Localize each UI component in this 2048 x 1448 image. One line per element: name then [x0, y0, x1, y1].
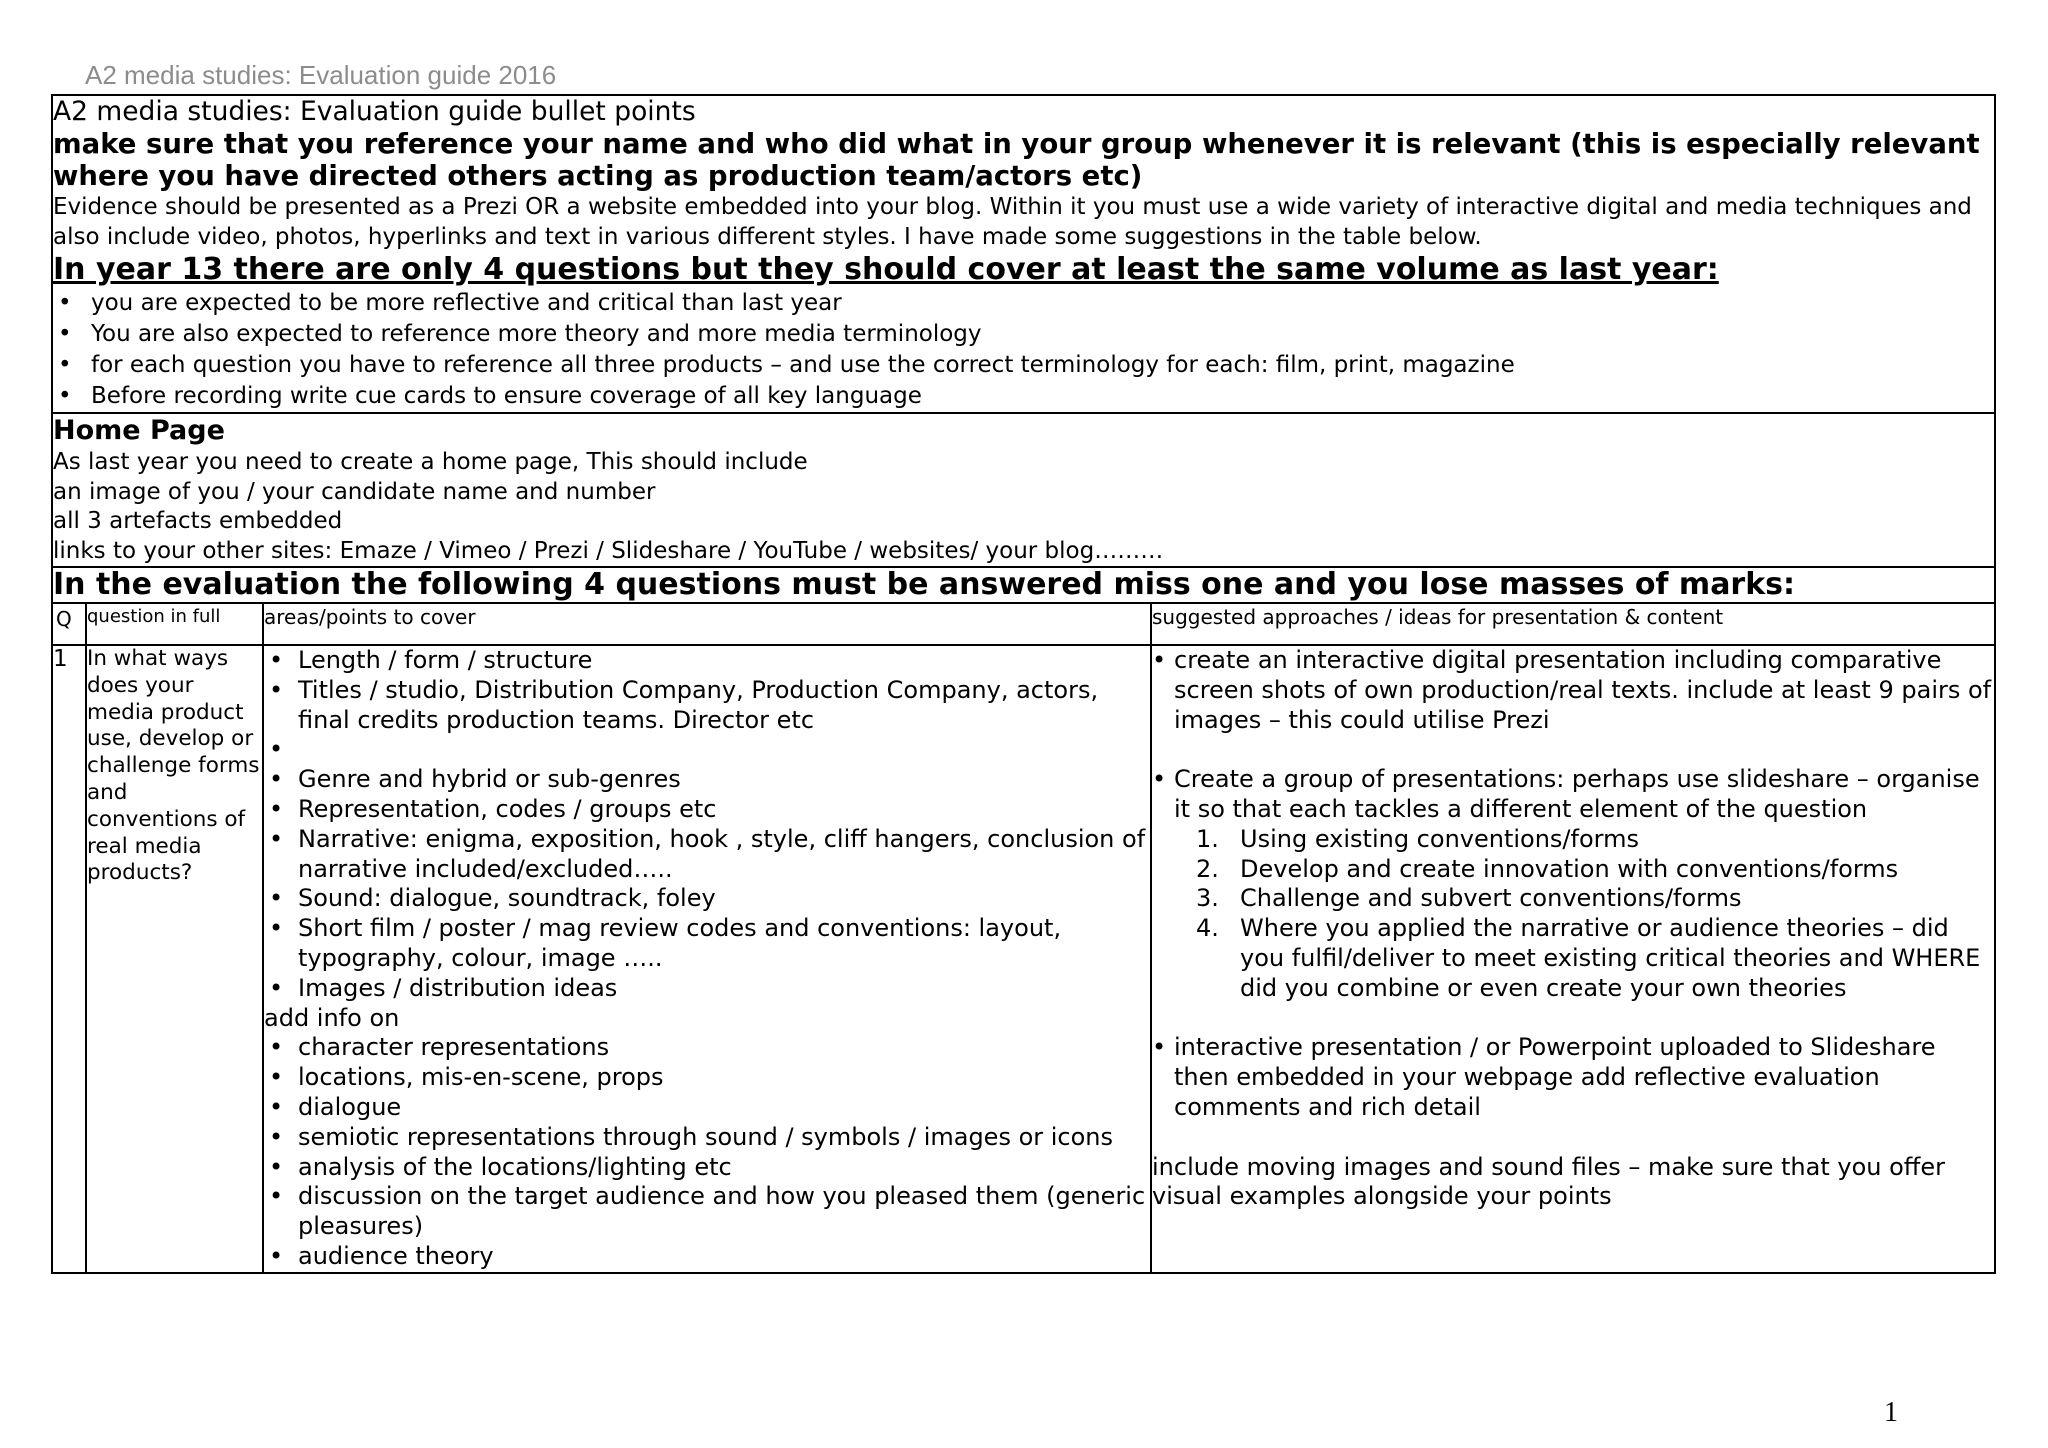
page-number: 1	[1884, 1397, 1898, 1428]
area-item: • character representations	[264, 1033, 1150, 1063]
header-approaches: suggested approaches / ideas for presentation & content	[1151, 603, 1995, 645]
approach-note: include moving images and sound files – make sure that you offer visual examples alongside your points	[1152, 1152, 1945, 1211]
area-item: • Narrative: enigma, exposition, hook , style, cliff hangers, conclusion of narrative included/excluded…..	[264, 825, 1150, 885]
step-text: Develop and create innovation with conventions/forms	[1240, 854, 1899, 883]
step-text: Using existing conventions/forms	[1240, 824, 1639, 853]
home-page-line: an image of you / your candidate name and number	[53, 478, 656, 505]
approach-step	[1152, 825, 1994, 855]
approach-step	[1152, 914, 1994, 1003]
approaches-cell	[1151, 645, 1995, 1273]
home-page-row	[52, 413, 1995, 567]
approach-item: • create an interactive digital presentation including comparative screen shots of own production/real texts. include at least 9 pairs of images – this could utilise Prezi	[1152, 646, 1994, 735]
step-number: 4.	[1196, 914, 1219, 943]
home-page-line: links to your other sites: Emaze / Vimeo / Prezi / Slideshare / YouTube / websites/ your blog………	[53, 537, 1164, 564]
page-header: A2 media studies: Evaluation guide 2016	[85, 60, 557, 90]
area-item: • discussion on the target audience and how you pleased them (generic pleasures)	[264, 1182, 1150, 1242]
guide-table	[51, 94, 1996, 1274]
areas-add-info: add info on	[264, 1003, 400, 1032]
intro-bullet: • for each question you have to reference all three products – and use the correct terminology for each: film, print, magazine	[53, 350, 1994, 381]
approach-step	[1152, 855, 1994, 885]
home-page-line: all 3 artefacts embedded	[53, 508, 343, 534]
home-page-title: Home Page	[53, 415, 225, 446]
spacer	[1152, 735, 1994, 765]
header-q: Q	[52, 603, 86, 645]
evidence-text: Evidence should be presented as a Prezi OR a website embedded into your blog. Within it you must use a wide variety of interactive digital and media techniques and also include video, photos, hyperlinks and text in various different styles. I have made some suggestions in the table below.	[53, 194, 1972, 250]
intro-title: A2 media studies: Evaluation guide bullet points	[53, 96, 696, 127]
approach-steps	[1152, 825, 1994, 1004]
spacer	[1152, 1123, 1994, 1153]
intro-cell	[52, 95, 1995, 413]
evaluation-heading-cell	[52, 567, 1995, 603]
areas-list-1	[264, 646, 1150, 1004]
area-item	[264, 735, 1150, 765]
evaluation-guide-document	[51, 94, 1994, 1274]
approach-list-2	[1152, 765, 1994, 825]
question-text: In what ways does your media product use, develop or challenge forms and conventions of real media products?	[86, 645, 263, 1273]
area-item: • semiotic representations through sound / symbols / images or icons	[264, 1123, 1150, 1153]
step-text: Where you applied the narrative or audience theories – did you fulfil/deliver to meet existing critical theories and WHERE did you combine or even create your own theories	[1240, 914, 1981, 1002]
step-number: 2.	[1196, 854, 1219, 883]
home-page-line: As last year you need to create a home page, This should include	[53, 449, 808, 475]
area-item: • Short film / poster / mag review codes and conventions: layout, typography, colour, image …..	[264, 914, 1150, 974]
evaluation-heading-row	[52, 567, 1995, 603]
approach-step	[1152, 884, 1994, 914]
question-number: 1	[52, 645, 86, 1273]
area-item: • Length / form / structure	[264, 646, 1150, 676]
column-header-row	[52, 603, 1995, 645]
step-number: 1.	[1196, 824, 1219, 853]
area-item: • Representation, codes / groups etc	[264, 795, 1150, 825]
areas-list-2	[264, 1033, 1150, 1271]
header-areas: areas/points to cover	[263, 603, 1151, 645]
approach-item: • interactive presentation / or Powerpoint uploaded to Slideshare then embedded in your webpage add reflective evaluation comments and rich detail	[1152, 1033, 1994, 1122]
question-row-1	[52, 645, 1995, 1273]
approach-list-1	[1152, 646, 1994, 735]
area-item: • Sound: dialogue, soundtrack, foley	[264, 884, 1150, 914]
home-page-cell	[52, 413, 1995, 567]
area-item: • dialogue	[264, 1093, 1150, 1123]
intro-bullet-list	[53, 288, 1994, 412]
approach-item: • Create a group of presentations: perhaps use slideshare – organise it so that each tackles a different element of the question	[1152, 765, 1994, 825]
intro-bullet: • you are expected to be more reflective and critical than last year	[53, 288, 1994, 319]
year13-heading: In year 13 there are only 4 questions but they should cover at least the same volume as last year:	[53, 252, 1719, 287]
area-item: • analysis of the locations/lighting etc	[264, 1153, 1150, 1183]
header-question: question in full	[86, 603, 263, 645]
area-item: • locations, mis-en-scene, props	[264, 1063, 1150, 1093]
intro-bold-note: make sure that you reference your name and who did what in your group whenever it is relevant (this is especially relevant where you have directed others acting as production team/actors etc)	[53, 128, 1980, 192]
approach-list-3	[1152, 1033, 1994, 1122]
step-text: Challenge and subvert conventions/forms	[1240, 884, 1742, 913]
area-item: • Genre and hybrid or sub-genres	[264, 765, 1150, 795]
intro-row	[52, 95, 1995, 413]
intro-bullet: • You are also expected to reference more theory and more media terminology	[53, 319, 1994, 350]
areas-cell	[263, 645, 1151, 1273]
area-item: • audience theory	[264, 1242, 1150, 1272]
area-item: • Images / distribution ideas	[264, 974, 1150, 1004]
intro-bullet: • Before recording write cue cards to ensure coverage of all key language	[53, 381, 1994, 412]
spacer	[1152, 1004, 1994, 1034]
evaluation-heading: In the evaluation the following 4 questions must be answered miss one and you lose masses of marks:	[53, 567, 1796, 602]
area-item: • Titles / studio, Distribution Company, Production Company, actors, final credits production teams. Director etc	[264, 676, 1150, 736]
step-number: 3.	[1196, 884, 1219, 913]
